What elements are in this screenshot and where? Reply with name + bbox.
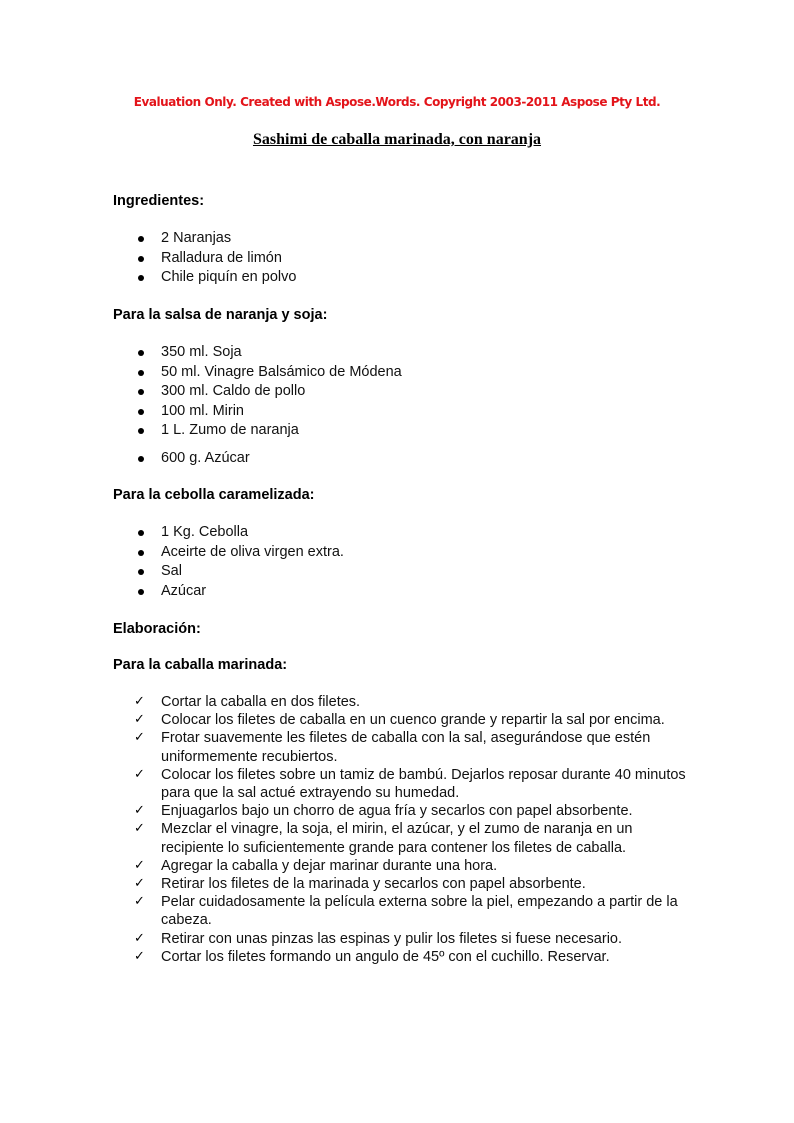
ingredientes-list: [113, 229, 296, 288]
check-mark-icon: ✓: [134, 730, 145, 746]
check-mark-icon: ✓: [134, 894, 145, 910]
check-mark-icon: ✓: [134, 857, 145, 873]
list-item-text: 1 L. Zumo de naranja: [161, 422, 299, 438]
check-mark-icon: ✓: [134, 766, 145, 782]
list-item-text: Aceirte de oliva virgen extra.: [161, 543, 344, 560]
cebolla-list: [113, 523, 344, 601]
evaluation-watermark: Evaluation Only. Created with Aspose.Words. Copyright 2003-2011 Aspose Pty Ltd.: [133, 95, 661, 109]
step-item: [113, 802, 693, 820]
heading-elaboracion: Elaboración:: [113, 621, 201, 637]
step-item: [113, 893, 693, 929]
list-item: [113, 562, 344, 582]
heading-ingredientes: Ingredientes:: [113, 193, 205, 209]
list-item: [113, 382, 402, 402]
bullet-dot-icon: [138, 350, 144, 356]
salsa-list: [113, 343, 402, 468]
list-item: [113, 582, 344, 602]
bullet-dot-icon: [138, 530, 144, 536]
bullet-dot-icon: [138, 428, 144, 434]
bullet-dot-icon: [138, 275, 144, 281]
step-text: Colocar los filetes sobre un tamiz de bambú. Dejarlos reposar durante 40 minutos para que la sal actué extrayendo su humedad.: [161, 766, 686, 802]
step-text: Mezclar el vinagre, la soja, el mirin, el azúcar, y el zumo de naranja en un recipiente lo suficientemente grande para contener los filetes de caballa.: [161, 821, 633, 856]
heading-caballa: Para la caballa marinada:: [113, 657, 288, 673]
list-item-text: Sal: [161, 563, 182, 579]
list-item-text: 50 ml. Vinagre Balsámico de Módena: [161, 363, 402, 380]
check-mark-icon: ✓: [134, 930, 145, 946]
check-mark-icon: ✓: [134, 876, 145, 892]
step-text: Pelar cuidadosamente la película externa sobre la piel, empezando a partir de la cabeza.: [161, 894, 678, 929]
list-item-text: 600 g. Azúcar: [161, 449, 250, 466]
list-item-text: 350 ml. Soja: [161, 344, 242, 360]
bullet-dot-icon: [138, 370, 144, 376]
list-item-text: 300 ml. Caldo de pollo: [161, 383, 306, 399]
step-item: [113, 948, 693, 966]
step-item: [113, 766, 693, 802]
list-item: [113, 268, 296, 288]
heading-cebolla: Para la cebolla caramelizada:: [113, 487, 315, 503]
list-item-text: 2 Naranjas: [161, 230, 232, 246]
bullet-dot-icon: [138, 236, 144, 242]
check-mark-icon: ✓: [134, 694, 145, 709]
step-item: [113, 857, 693, 875]
check-mark-icon: ✓: [134, 803, 145, 819]
list-item: [113, 449, 402, 469]
bullet-dot-icon: [138, 550, 144, 556]
bullet-dot-icon: [138, 569, 144, 575]
list-item: [113, 543, 344, 563]
step-text: Cortar la caballa en dos filetes.: [161, 694, 361, 710]
list-item: [113, 229, 296, 249]
step-text: Enjuagarlos bajo un chorro de agua fría y secarlos con papel absorbente.: [161, 803, 633, 820]
list-item-text: Azúcar: [161, 582, 207, 599]
list-item-text: Ralladura de limón: [161, 249, 282, 266]
list-item-text: Chile piquín en polvo: [161, 269, 297, 285]
list-item: [113, 249, 296, 269]
step-text: Colocar los filetes de caballa en un cuenco grande y repartir la sal por encima.: [161, 712, 665, 729]
heading-salsa: Para la salsa de naranja y soja:: [113, 307, 328, 323]
step-item: [113, 820, 693, 856]
list-item: [113, 523, 344, 543]
bullet-dot-icon: [138, 589, 144, 595]
recipe-title: Sashimi de caballa marinada, con naranja: [252, 131, 542, 148]
step-text: Cortar los filetes formando un angulo de 45º con el cuchillo. Reservar.: [161, 948, 610, 965]
step-item: [113, 729, 693, 765]
bullet-dot-icon: [138, 256, 144, 262]
step-item: [113, 693, 693, 711]
list-item: [113, 402, 402, 422]
step-item: [113, 930, 693, 948]
step-text: Retirar con unas pinzas las espinas y pulir los filetes si fuese necesario.: [161, 930, 623, 947]
step-text: Agregar la caballa y dejar marinar durante una hora.: [161, 857, 498, 874]
check-mark-icon: ✓: [134, 712, 145, 728]
step-text: Frotar suavemente les filetes de caballa con la sal, asegurándose que estén uniformemente recubiertos.: [161, 730, 651, 765]
check-mark-icon: ✓: [134, 948, 145, 964]
list-item: [113, 421, 402, 441]
list-item: [113, 343, 402, 363]
bullet-dot-icon: [138, 409, 144, 415]
check-mark-icon: ✓: [134, 821, 145, 837]
list-item-text: 100 ml. Mirin: [161, 402, 244, 419]
list-item-text: 1 Kg. Cebolla: [161, 524, 249, 540]
bullet-dot-icon: [138, 456, 144, 462]
step-item: [113, 875, 693, 893]
list-item: [113, 363, 402, 383]
caballa-steps-list: [113, 693, 693, 966]
bullet-dot-icon: [138, 389, 144, 395]
step-text: Retirar los filetes de la marinada y secarlos con papel absorbente.: [161, 876, 586, 893]
step-item: [113, 711, 693, 729]
